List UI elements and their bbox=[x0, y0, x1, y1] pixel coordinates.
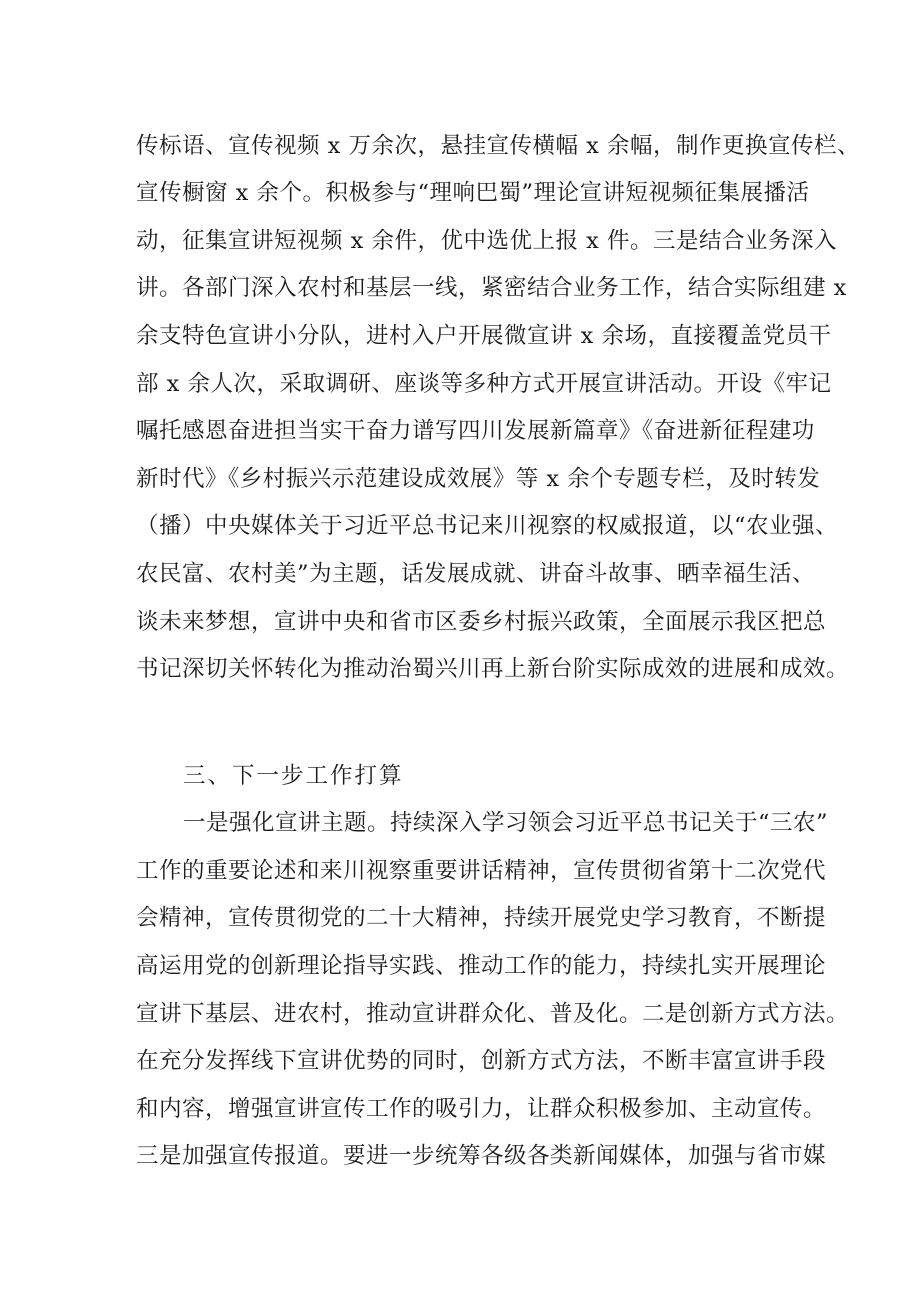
paragraph1-line-5: 余支特色宣讲小分队，进村入户开展微宣讲 x 余场，直接覆盖党员干 bbox=[136, 323, 832, 349]
paragraph1-line-9: （播）中央媒体关于习近平总书记来川视察的权威报道，以“农业强、 bbox=[136, 513, 839, 539]
paragraph1-line-4: 讲。各部门深入农村和基层一线，紧密结合业务工作，结合实际组建 x bbox=[136, 275, 847, 301]
section3-heading: 三、下一步工作打算 bbox=[183, 763, 404, 789]
section3-line-8: 三是加强宣传报道。要进一步统筹各级各类新闻媒体，加强与省市媒 bbox=[136, 1143, 827, 1169]
section3-line-7: 和内容，增强宣讲宣传工作的吸引力，让群众积极参加、主动宣传。 bbox=[136, 1096, 827, 1122]
section3-line-6: 在充分发挥线下宣讲优势的同时，创新方式方法，不断丰富宣讲手段 bbox=[136, 1048, 827, 1074]
paragraph1-line-3: 动，征集宣讲短视频 x 余件，优中选优上报 x 件。三是结合业务深入 bbox=[136, 228, 837, 254]
paragraph1-line-12: 书记深切关怀转化为推动治蜀兴川再上新台阶实际成效的进展和成效。 bbox=[136, 656, 850, 682]
paragraph1-line-6: 部 x 余人次，采取调研、座谈等多种方式开展宣讲活动。开设《牢记 bbox=[136, 371, 832, 397]
section3-line-4: 高运用党的创新理论指导实践、推动工作的能力，持续扎实开展理论 bbox=[136, 953, 827, 979]
section3-line-2: 工作的重要论述和来川视察重要讲话精神，宣传贯彻省第十二次党代 bbox=[136, 858, 827, 884]
paragraph1-line-7: 嘱托感恩奋进担当实干奋力谱写四川发展新篇章》《奋进新征程建功 bbox=[136, 418, 815, 444]
paragraph1-line-1: 传标语、宣传视频 x 万余次，悬挂宣传横幅 x 余幅，制作更换宣传栏、 bbox=[136, 133, 860, 159]
paragraph1-line-11: 谈未来梦想，宣讲中央和省市区委乡村振兴政策，全面展示我区把总 bbox=[136, 609, 827, 635]
paragraph1-line-8: 新时代》《乡村振兴示范建设成效展》等 x 余个专题专栏，及时转发 bbox=[136, 466, 821, 492]
section3-line-5: 宣讲下基层、进农村，推动宣讲群众化、普及化。二是创新方式方法。 bbox=[136, 1001, 850, 1027]
paragraph1-line-10: 农民富、农村美”为主题，话发展成就、讲奋斗故事、晒幸福生活、 bbox=[136, 561, 816, 587]
section3-line-1: 一是强化宣讲主题。持续深入学习领会习近平总书记关于“三农” bbox=[183, 810, 829, 836]
paragraph1-line-2: 宣传橱窗 x 余个。积极参与“理响巴蜀”理论宣讲短视频征集展播活 bbox=[136, 180, 810, 206]
section3-line-3: 会精神，宣传贯彻党的二十大精神，持续开展党史学习教育，不断提 bbox=[136, 905, 827, 931]
